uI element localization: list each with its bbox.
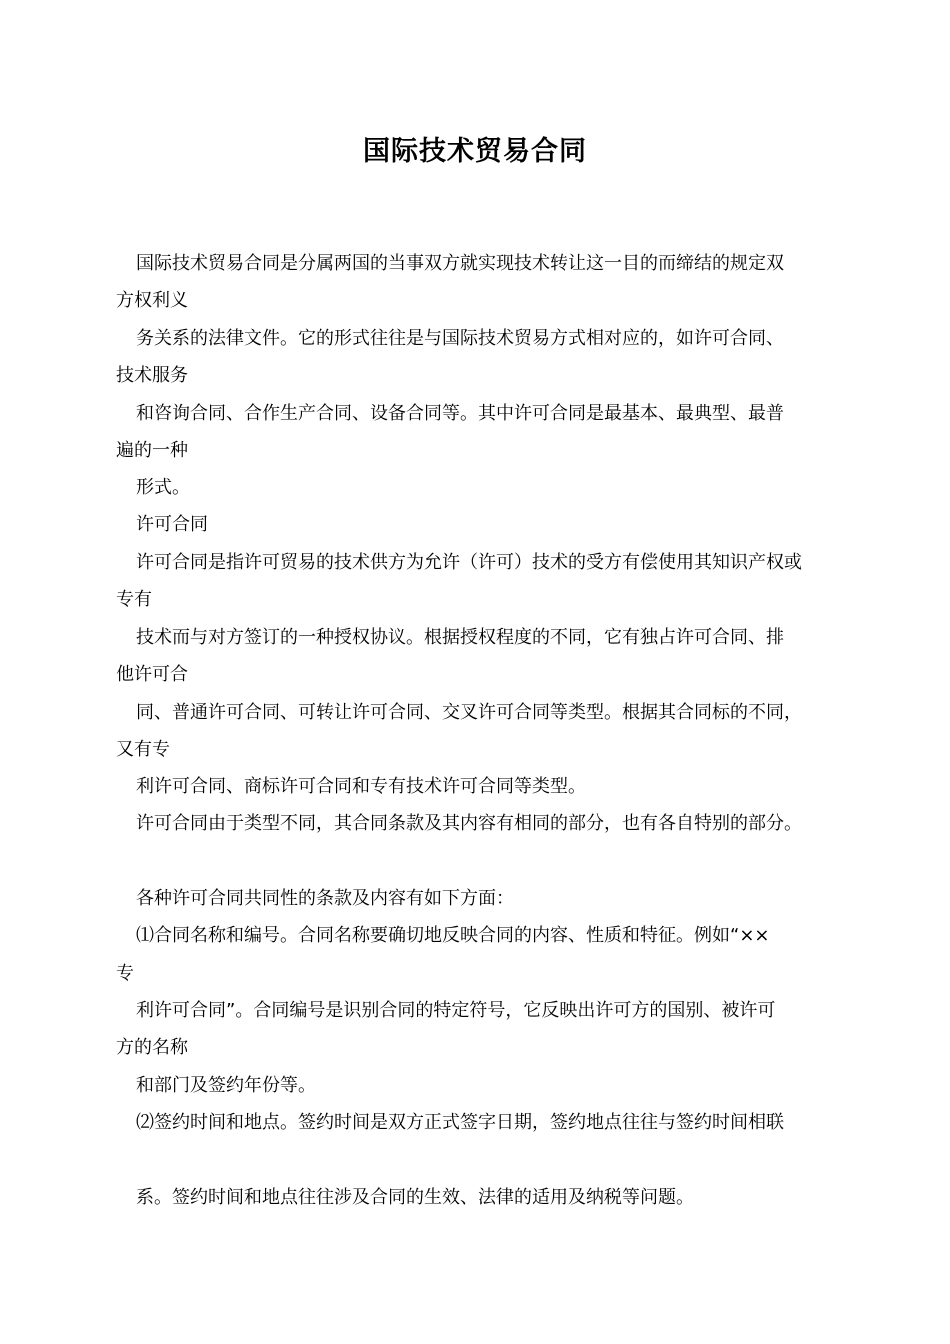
paragraph-line: 专有 — [116, 589, 152, 610]
paragraph-line: 和咨询合同、合作生产合同、设备合同等。其中许可合同是最基本、最典型、最普 — [136, 403, 784, 424]
paragraph-line: 方权利义 — [116, 290, 188, 311]
paragraph-line: 和部门及签约年份等。 — [136, 1075, 316, 1096]
document-title: 国际技术贸易合同 — [363, 136, 587, 167]
paragraph-line: 各种许可合同共同性的条款及内容有如下方面： — [136, 888, 514, 909]
paragraph-line: 系。签约时间和地点往往涉及合同的生效、法律的适用及纳税等问题。 — [136, 1187, 694, 1208]
paragraph-line: 又有专 — [116, 739, 170, 760]
paragraph-line: ⑴合同名称和编号。合同名称要确切地反映合同的内容、性质和特征。例如“×× — [136, 925, 770, 946]
paragraph-line: 方的名称 — [116, 1037, 188, 1058]
paragraph-line: 专 — [116, 963, 134, 984]
paragraph-line: 技术服务 — [116, 365, 188, 386]
paragraph-line: 遍的一种 — [116, 440, 188, 461]
section-heading: 许可合同 — [136, 514, 208, 535]
paragraph-line: 同、普通许可合同、可转让许可合同、交叉许可合同等类型。根据其合同标的不同， — [136, 702, 802, 723]
paragraph-line: ⑵签约时间和地点。签约时间是双方正式签字日期，签约地点往往与签约时间相联 — [136, 1112, 784, 1133]
paragraph-line: 许可合同由于类型不同，其合同条款及其内容有相同的部分，也有各自特别的部分。 — [136, 813, 802, 834]
paragraph-line: 形式。 — [136, 477, 190, 498]
paragraph-line: 务关系的法律文件。它的形式往往是与国际技术贸易方式相对应的，如许可合同、 — [136, 328, 784, 349]
paragraph-line: 技术而与对方签订的一种授权协议。根据授权程度的不同，它有独占许可合同、排 — [136, 627, 784, 648]
paragraph-line: 利许可合同”。合同编号是识别合同的特定符号，它反映出许可方的国别、被许可 — [136, 1000, 776, 1021]
paragraph-line: 许可合同是指许可贸易的技术供方为允许（许可）技术的受方有偿使用其知识产权或 — [136, 552, 802, 573]
paragraph-line: 利许可合同、商标许可合同和专有技术许可合同等类型。 — [136, 776, 586, 797]
paragraph-line: 国际技术贸易合同是分属两国的当事双方就实现技术转让这一目的而缔结的规定双 — [136, 253, 784, 274]
paragraph-line: 他许可合 — [116, 664, 188, 685]
